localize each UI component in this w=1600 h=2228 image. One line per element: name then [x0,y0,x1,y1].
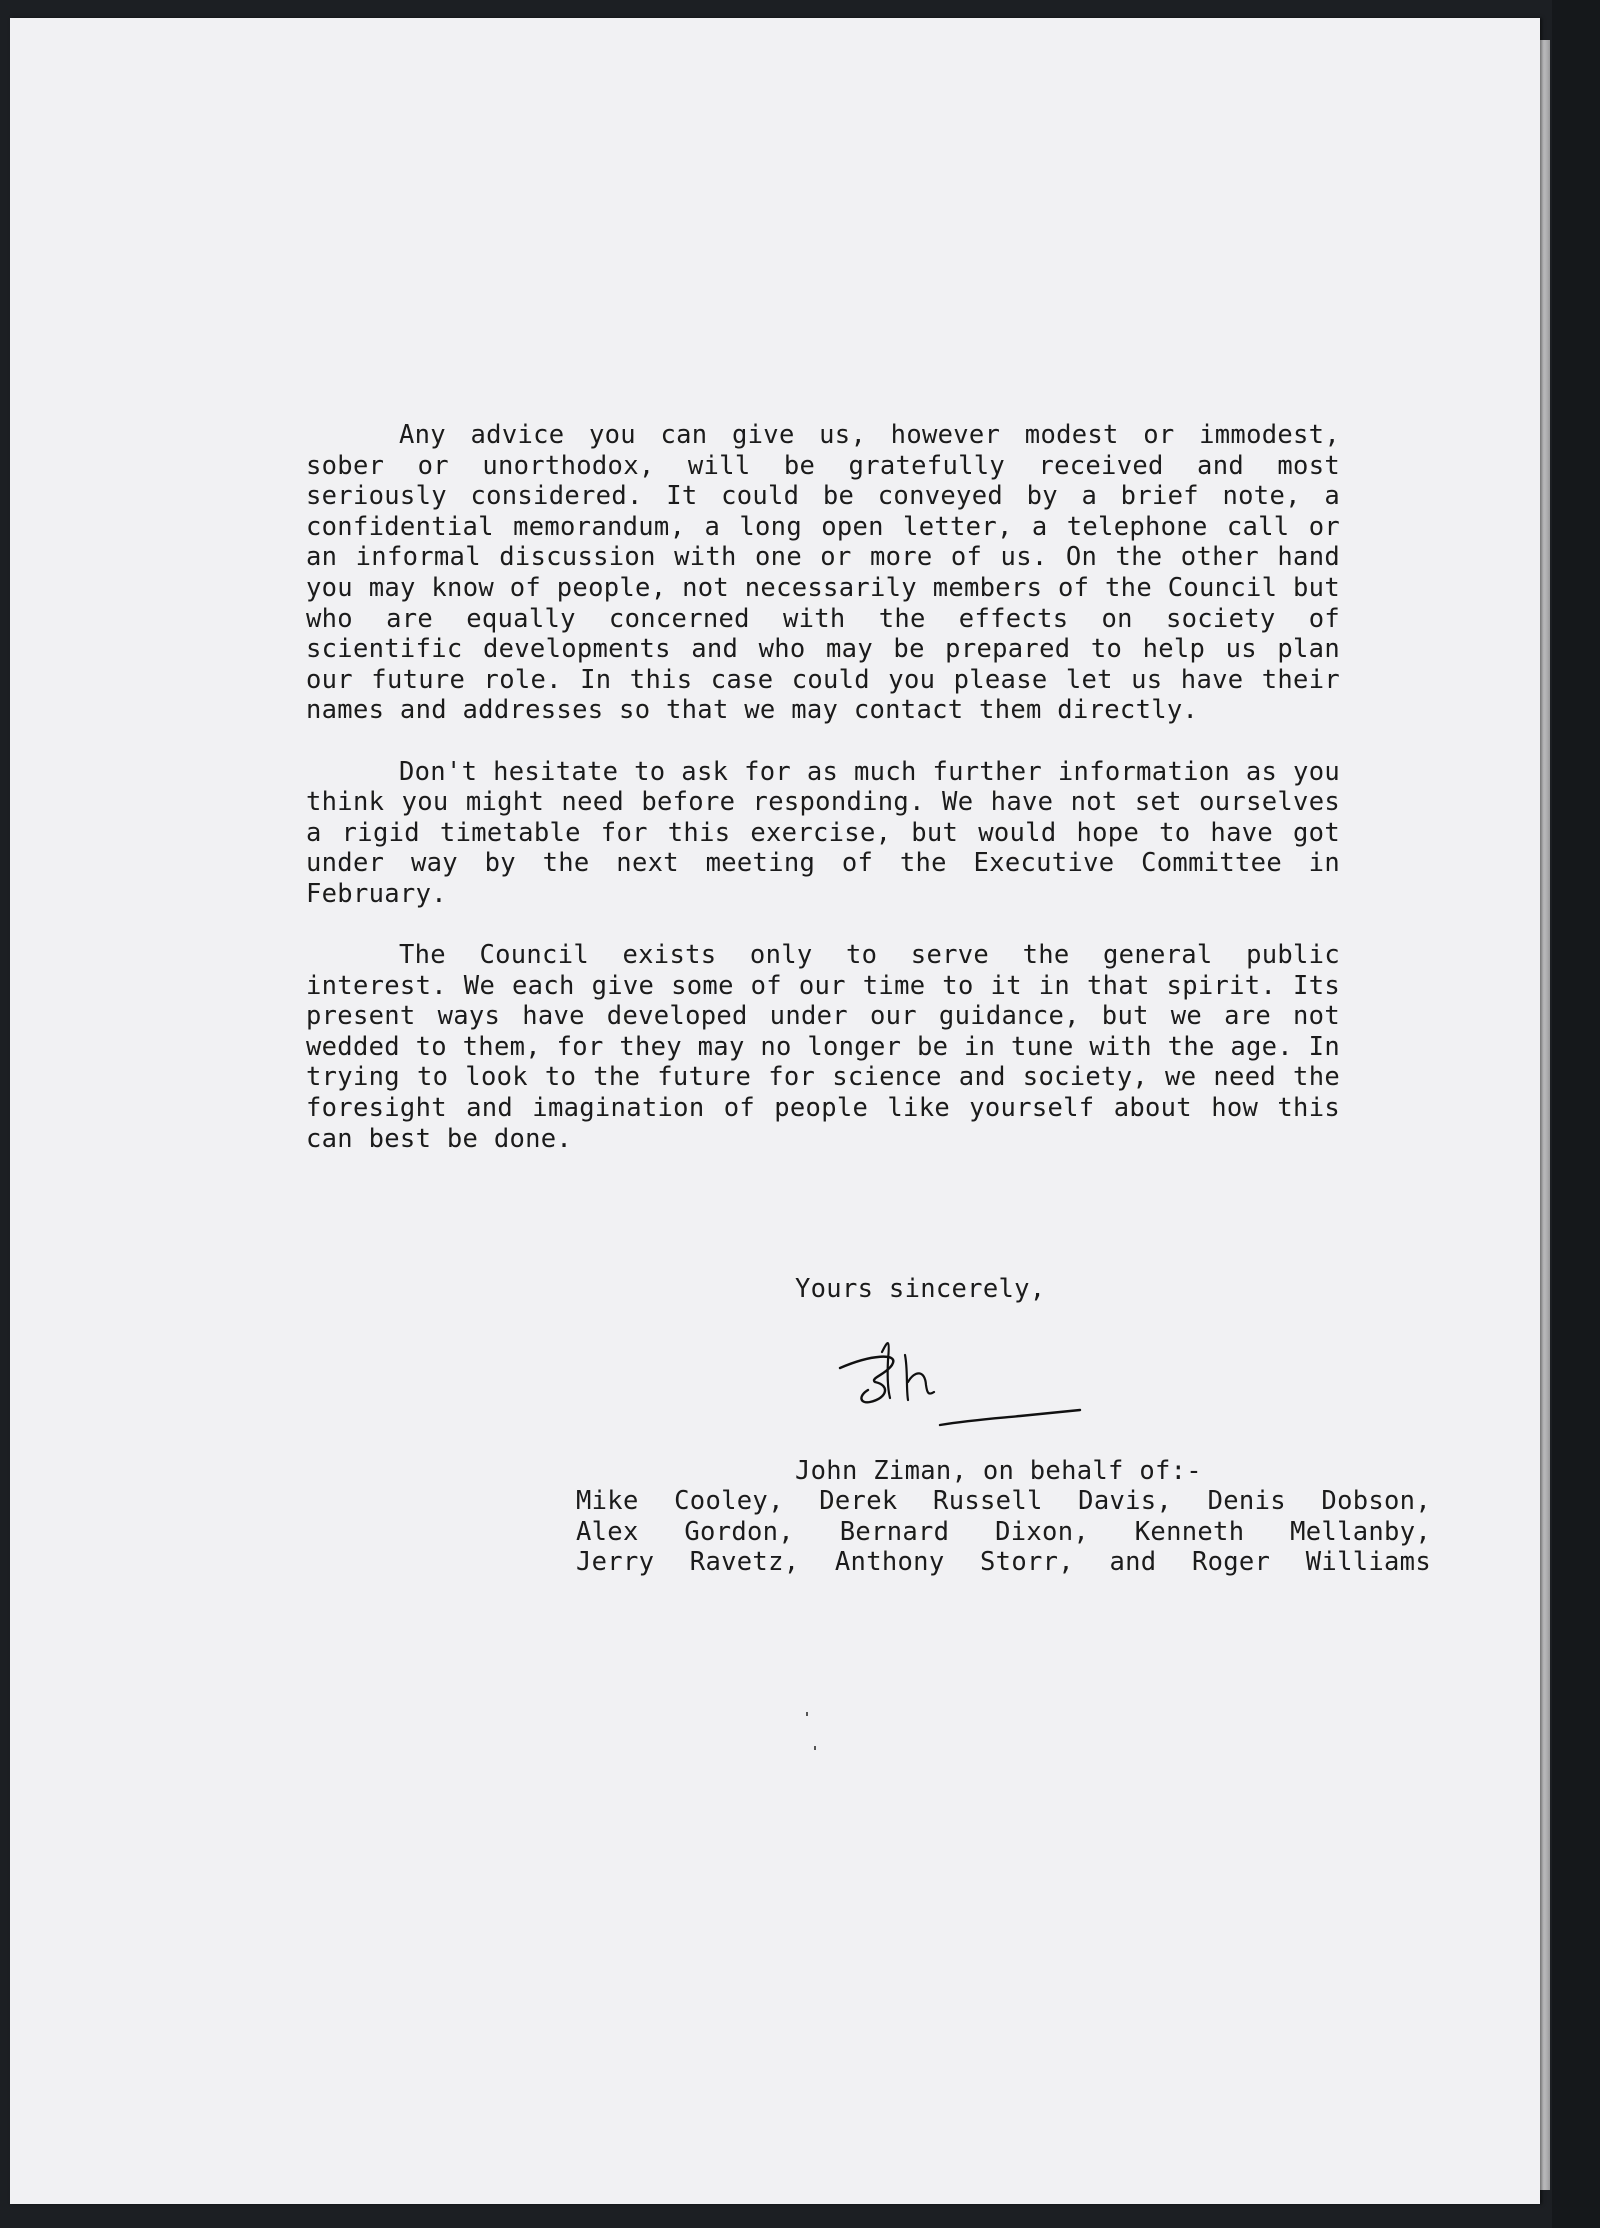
paper-speck [806,1712,808,1716]
paragraph-council: The Council exists only to serve the general public interest. We each give some of our time to it in that spirit. Its present ways have developed under our guidance, but we are not wedded to them, for they may no longer be in tune with the age. In trying to look to the future for science and society, we need the foresight and imagination of people like yourself about how this can best be done. [306,940,1340,1154]
closing-salutation: Yours sincerely, [795,1274,1046,1304]
co-signatories-line: Mike Cooley, Derek Russell Davis, Denis Dobson, [576,1486,1431,1516]
letter-body [306,420,1340,1185]
scanner-edge [1552,0,1600,2228]
paragraph-advice: Any advice you can give us, however modest or immodest, sober or unorthodox, will be gratefully received and most seriously considered. It could be conveyed by a brief note, a confidential memorandum, a long open letter, a telephone call or an informal discussion with one or more of us. On the other hand you may know of people, not necessarily members of the Council but who are equally concerned with the effects on society of scientific developments and who may be prepared to help us plan our future role. In this case could you please let us have their names and addresses so that we may contact them directly. [306,420,1340,726]
paper-speck [814,1746,816,1750]
handwritten-signature [830,1330,1090,1440]
co-signatories-line: Alex Gordon, Bernard Dixon, Kenneth Mellanby, [576,1516,1431,1547]
paper-edge-shadow [1540,40,1550,2190]
signatory-line: John Ziman, on behalf of:- [795,1456,1202,1486]
co-signatories [576,1486,1431,1578]
paragraph-information: Don't hesitate to ask for as much further information as you think you might need before responding. We have not set ourselves a rigid timetable for this exercise, but would hope to have got under way by the next meeting of the Executive Committee in February. [306,756,1340,909]
co-signatories-line: Jerry Ravetz, Anthony Storr, and Roger Williams [576,1547,1431,1578]
